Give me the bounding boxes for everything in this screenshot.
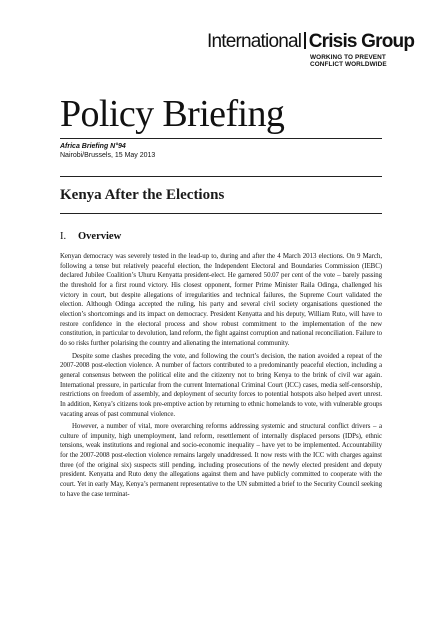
logo-tagline-line-2: CONFLICT WORLDWIDE <box>310 61 387 69</box>
divider-middle <box>60 176 382 177</box>
logo-wordmark <box>207 31 415 52</box>
briefing-meta <box>60 142 155 160</box>
divider-top <box>60 138 382 139</box>
crisis-group-logo <box>207 31 415 69</box>
logo-word-crisis-group: Crisis Group <box>308 31 415 52</box>
logo-tagline-line-1: WORKING TO PREVENT <box>310 54 386 61</box>
section-heading <box>60 231 121 242</box>
logo-divider <box>304 32 306 49</box>
section-number: I. <box>60 231 67 242</box>
logo-word-international: International <box>207 31 302 52</box>
page-title: Policy Briefing <box>60 93 285 135</box>
document-subtitle: Kenya After the Elections <box>60 187 225 203</box>
divider-bottom <box>60 213 382 214</box>
briefing-number: Africa Briefing N°94 <box>60 143 126 150</box>
logo-tagline <box>310 54 407 69</box>
section-title: Overview <box>78 231 122 242</box>
briefing-place-date: Nairobi/Brussels, 15 May 2013 <box>60 152 156 159</box>
paragraph-1: Kenyan democracy was severely tested in the lead-up to, during and after the 4 March 2013 elections. On 9 March, following a tense but relatively peaceful election, the Independent Electoral and Boundaries Commission (IEBC) declared Jubilee Coalition’s Uhuru Kenyatta president-elect. He garnered 50.07 per cent of the vote – barely passing the threshold for a first round victory. His closest opponent, former Prime Minister Raila Odinga, challenged his victory in court, but despite allegations of irregularities and technical failures, the Supreme Court validated the election. Although Odinga accepted the ruling, his party and several civil society organisations questioned the election’s shortcomings and its impact on democracy. President Kenyatta and his deputy, William Ruto, will have to restore confidence in the electoral process and show robust commitment to the implementation of the new constitution, in particular to devolution, land reform, the fight against corruption and national reconciliation. Failure to do so risks further polarising the country and alienating the international community. <box>60 253 382 347</box>
body-text <box>60 252 382 502</box>
paragraph-2: Despite some clashes preceding the vote, and following the court’s decision, the nation avoided a repeat of the 2007-2008 post-election violence. A number of factors contributed to a predominantly peaceful election, including a general consensus between the political elite and the citizenry not to bring Kenya to the brink of civil war again. International pressure, in particular from the current International Criminal Court (ICC) cases, media self-censorship, restrictions on freedom of assembly, and deployment of security forces to potential hotspots also helped avert unrest. In addition, Kenya’s citizens took pre-emptive action by returning to ethnic homelands to vote, with vulnerable groups vacating areas of past communal violence. <box>60 352 382 418</box>
paragraph-3: However, a number of vital, more overarching reforms addressing systemic and structural conflict drivers – a culture of impunity, high unemployment, land reform, resettlement of internally displaced persons (IDPs), ethnic tensions, weak institutions and regional and socio-economic inequality – have yet to be implemented. Accountability for the 2007-2008 post-election violence remains largely unaddressed. It now rests with the ICC with charges against three (of the original six) suspects still pending, including prosecutions of the newly elected president and deputy president. Kenyatta and Ruto deny the allegations against them and have publicly committed to cooperate with the court. Yet in early May, Kenya’s permanent representative to the UN submitted a brief to the Security Council seeking to have the case terminat- <box>60 423 382 498</box>
